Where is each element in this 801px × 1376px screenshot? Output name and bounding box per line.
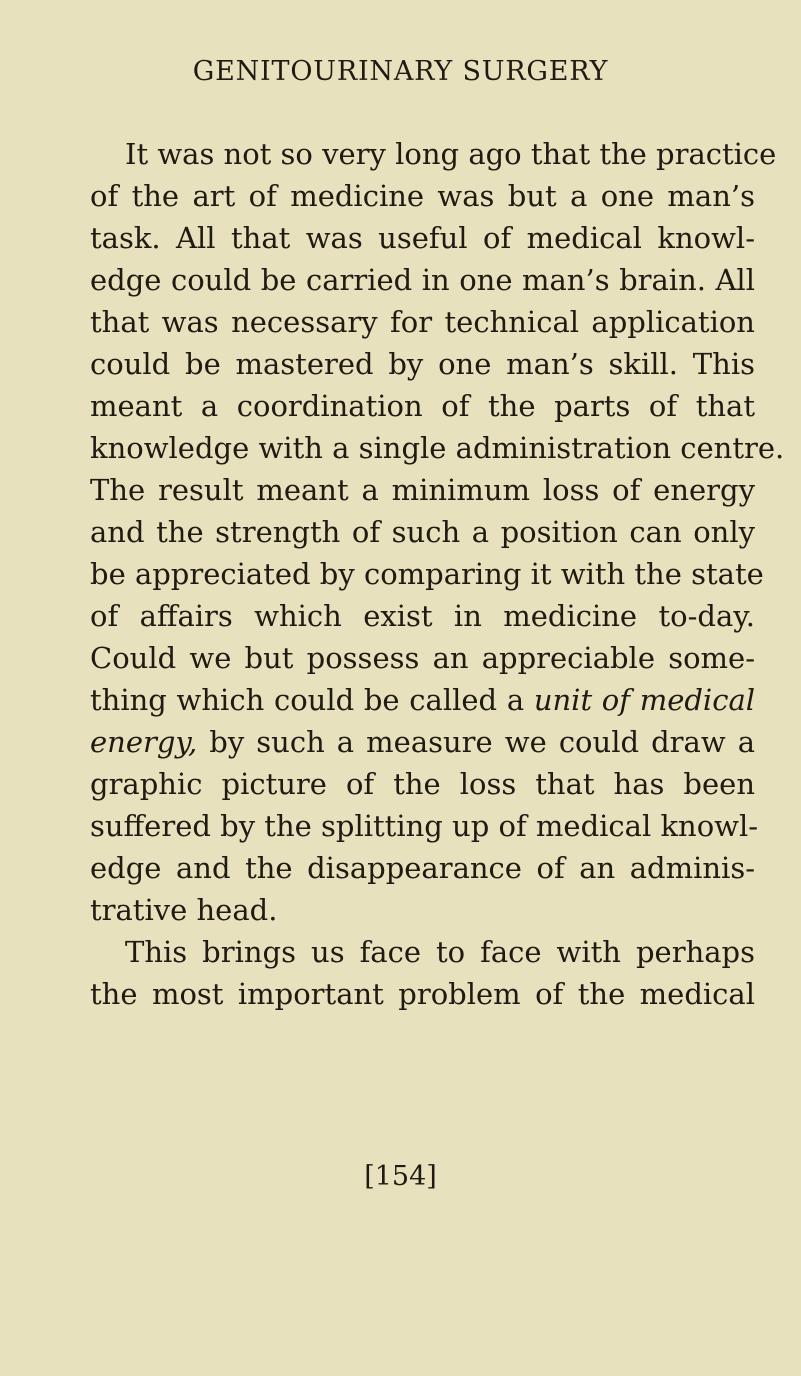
text-line: This brings us face to face with perhaps	[125, 935, 755, 969]
text-line: of the art of medicine was but a one man’s	[90, 179, 755, 213]
running-head: GENITOURINARY SURGERY	[192, 56, 609, 87]
text-run: thing which could be called a	[90, 683, 534, 717]
text-line: It was not so very long ago that the practice	[125, 137, 777, 171]
text-line: and the strength of such a position can only	[90, 515, 755, 549]
text-line: the most important problem of the medical	[90, 977, 755, 1011]
italic-phrase: unit of medical	[533, 683, 756, 717]
text-line	[90, 722, 755, 762]
text-run: by such a measure we could draw a	[197, 725, 755, 759]
text-line: of affairs which exist in medicine to-day.	[90, 599, 755, 633]
text-line: The result meant a minimum loss of energy	[90, 473, 755, 507]
text-line: task. All that was useful of medical knowl-	[90, 221, 755, 255]
italic-phrase: energy,	[90, 725, 198, 759]
text-line: that was necessary for technical application	[90, 305, 755, 339]
text-line: meant a coordination of the parts of that	[90, 389, 755, 423]
text-line: trative head.	[90, 893, 278, 927]
text-line: could be mastered by one man’s skill. This	[90, 347, 755, 381]
text-line: edge and the disappearance of an adminis-	[90, 851, 755, 885]
text-line: Could we but possess an appreciable some-	[90, 641, 755, 675]
text-line: be appreciated by comparing it with the state	[90, 557, 764, 591]
text-line: graphic picture of the loss that has been	[90, 767, 755, 801]
page-number: [154]	[364, 1161, 437, 1192]
text-line	[90, 680, 755, 720]
text-line: edge could be carried in one man’s brain. All	[90, 263, 755, 297]
text-line: knowledge with a single administration centre.	[90, 431, 785, 465]
text-line: suffered by the splitting up of medical knowl-	[90, 809, 759, 843]
